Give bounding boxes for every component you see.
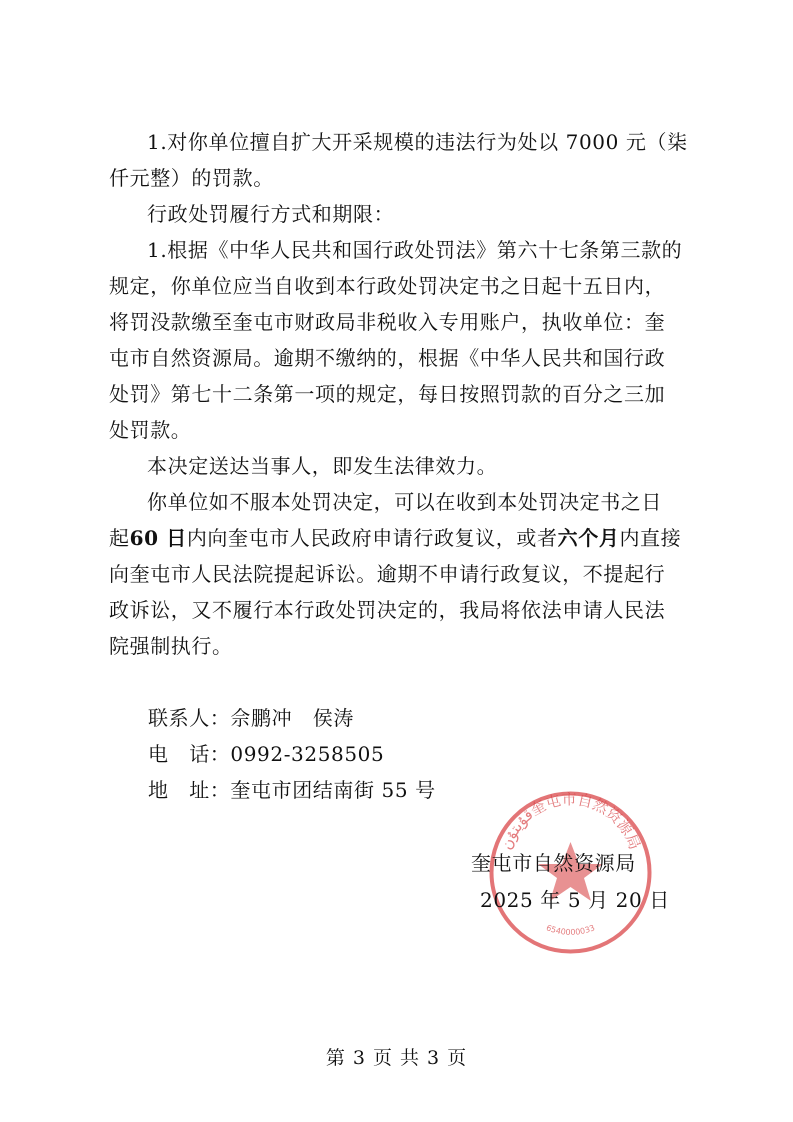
text-line: 处罚款。 — [109, 418, 192, 442]
text-line: 向奎屯市人民法院提起诉讼。逾期不申请行政复议，不提起行 — [109, 562, 666, 586]
signature-date: 2025 年 5 月 20 日 — [480, 888, 670, 912]
text-line: 本决定送达当事人，即发生法律效力。 — [147, 454, 498, 478]
text-line: 行政处罚履行方式和期限： — [147, 202, 395, 226]
contact-phone: 电 话：0992-3258505 — [148, 742, 385, 766]
text-line: 1.根据《中华人民共和国行政处罚法》第六十七条第三款的 — [147, 238, 683, 262]
paragraph-effect — [109, 448, 687, 484]
paragraph-penalty — [109, 124, 725, 196]
text-line: 1.对你单位擅自扩大开采规模的违法行为处以 7000 元（柒 — [147, 130, 688, 154]
text-line: 你单位如不服本处罚决定，可以在收到本处罚决定书之日 — [147, 490, 662, 514]
text-line — [109, 520, 687, 556]
text-line: 将罚没款缴至奎屯市财政局非税收入专用账户，执收单位：奎 — [109, 310, 666, 334]
signature-org: 奎屯市自然资源局 — [471, 851, 636, 875]
text-line: 仟元整）的罚款。 — [109, 166, 274, 190]
text-line: 屯市自然资源局。逾期不缴纳的，根据《中华人民共和国行政 — [109, 346, 666, 370]
text-fragment: 内直接 — [619, 526, 682, 550]
contact-person: 联系人：佘鹏冲 侯涛 — [148, 706, 354, 730]
text-fragment: 起 — [109, 526, 130, 550]
paragraph-payment — [109, 232, 687, 448]
text-line: 院强制执行。 — [109, 634, 233, 658]
seal-text-top: ﻗﯘيتۇن奎屯市自然资源局 — [497, 790, 644, 853]
text-line: 规定，你单位应当自收到本行政处罚决定书之日起十五日内， — [109, 274, 666, 298]
seal-text-bottom: 6540000033 — [544, 923, 597, 937]
paragraph-appeal — [109, 484, 687, 664]
contact-address: 地 址：奎屯市团结南街 55 号 — [148, 778, 436, 802]
svg-text:6540000033 — [545, 923, 596, 937]
text-fragment: 内向奎屯市人民政府申请行政复议，或者 — [186, 526, 558, 550]
text-line: 政诉讼，又不履行本行政处罚决定的，我局将依法申请人民法 — [109, 598, 666, 622]
bold-text-six-months: 六个月 — [557, 526, 620, 550]
page-number: 第 3 页 共 3 页 — [325, 1047, 468, 1069]
text-line: 处罚》第七十二条第一项的规定，每日按照罚款的百分之三加 — [109, 382, 666, 406]
bold-text-60-days: 60 日 — [129, 526, 187, 550]
paragraph-heading-method — [109, 196, 725, 232]
